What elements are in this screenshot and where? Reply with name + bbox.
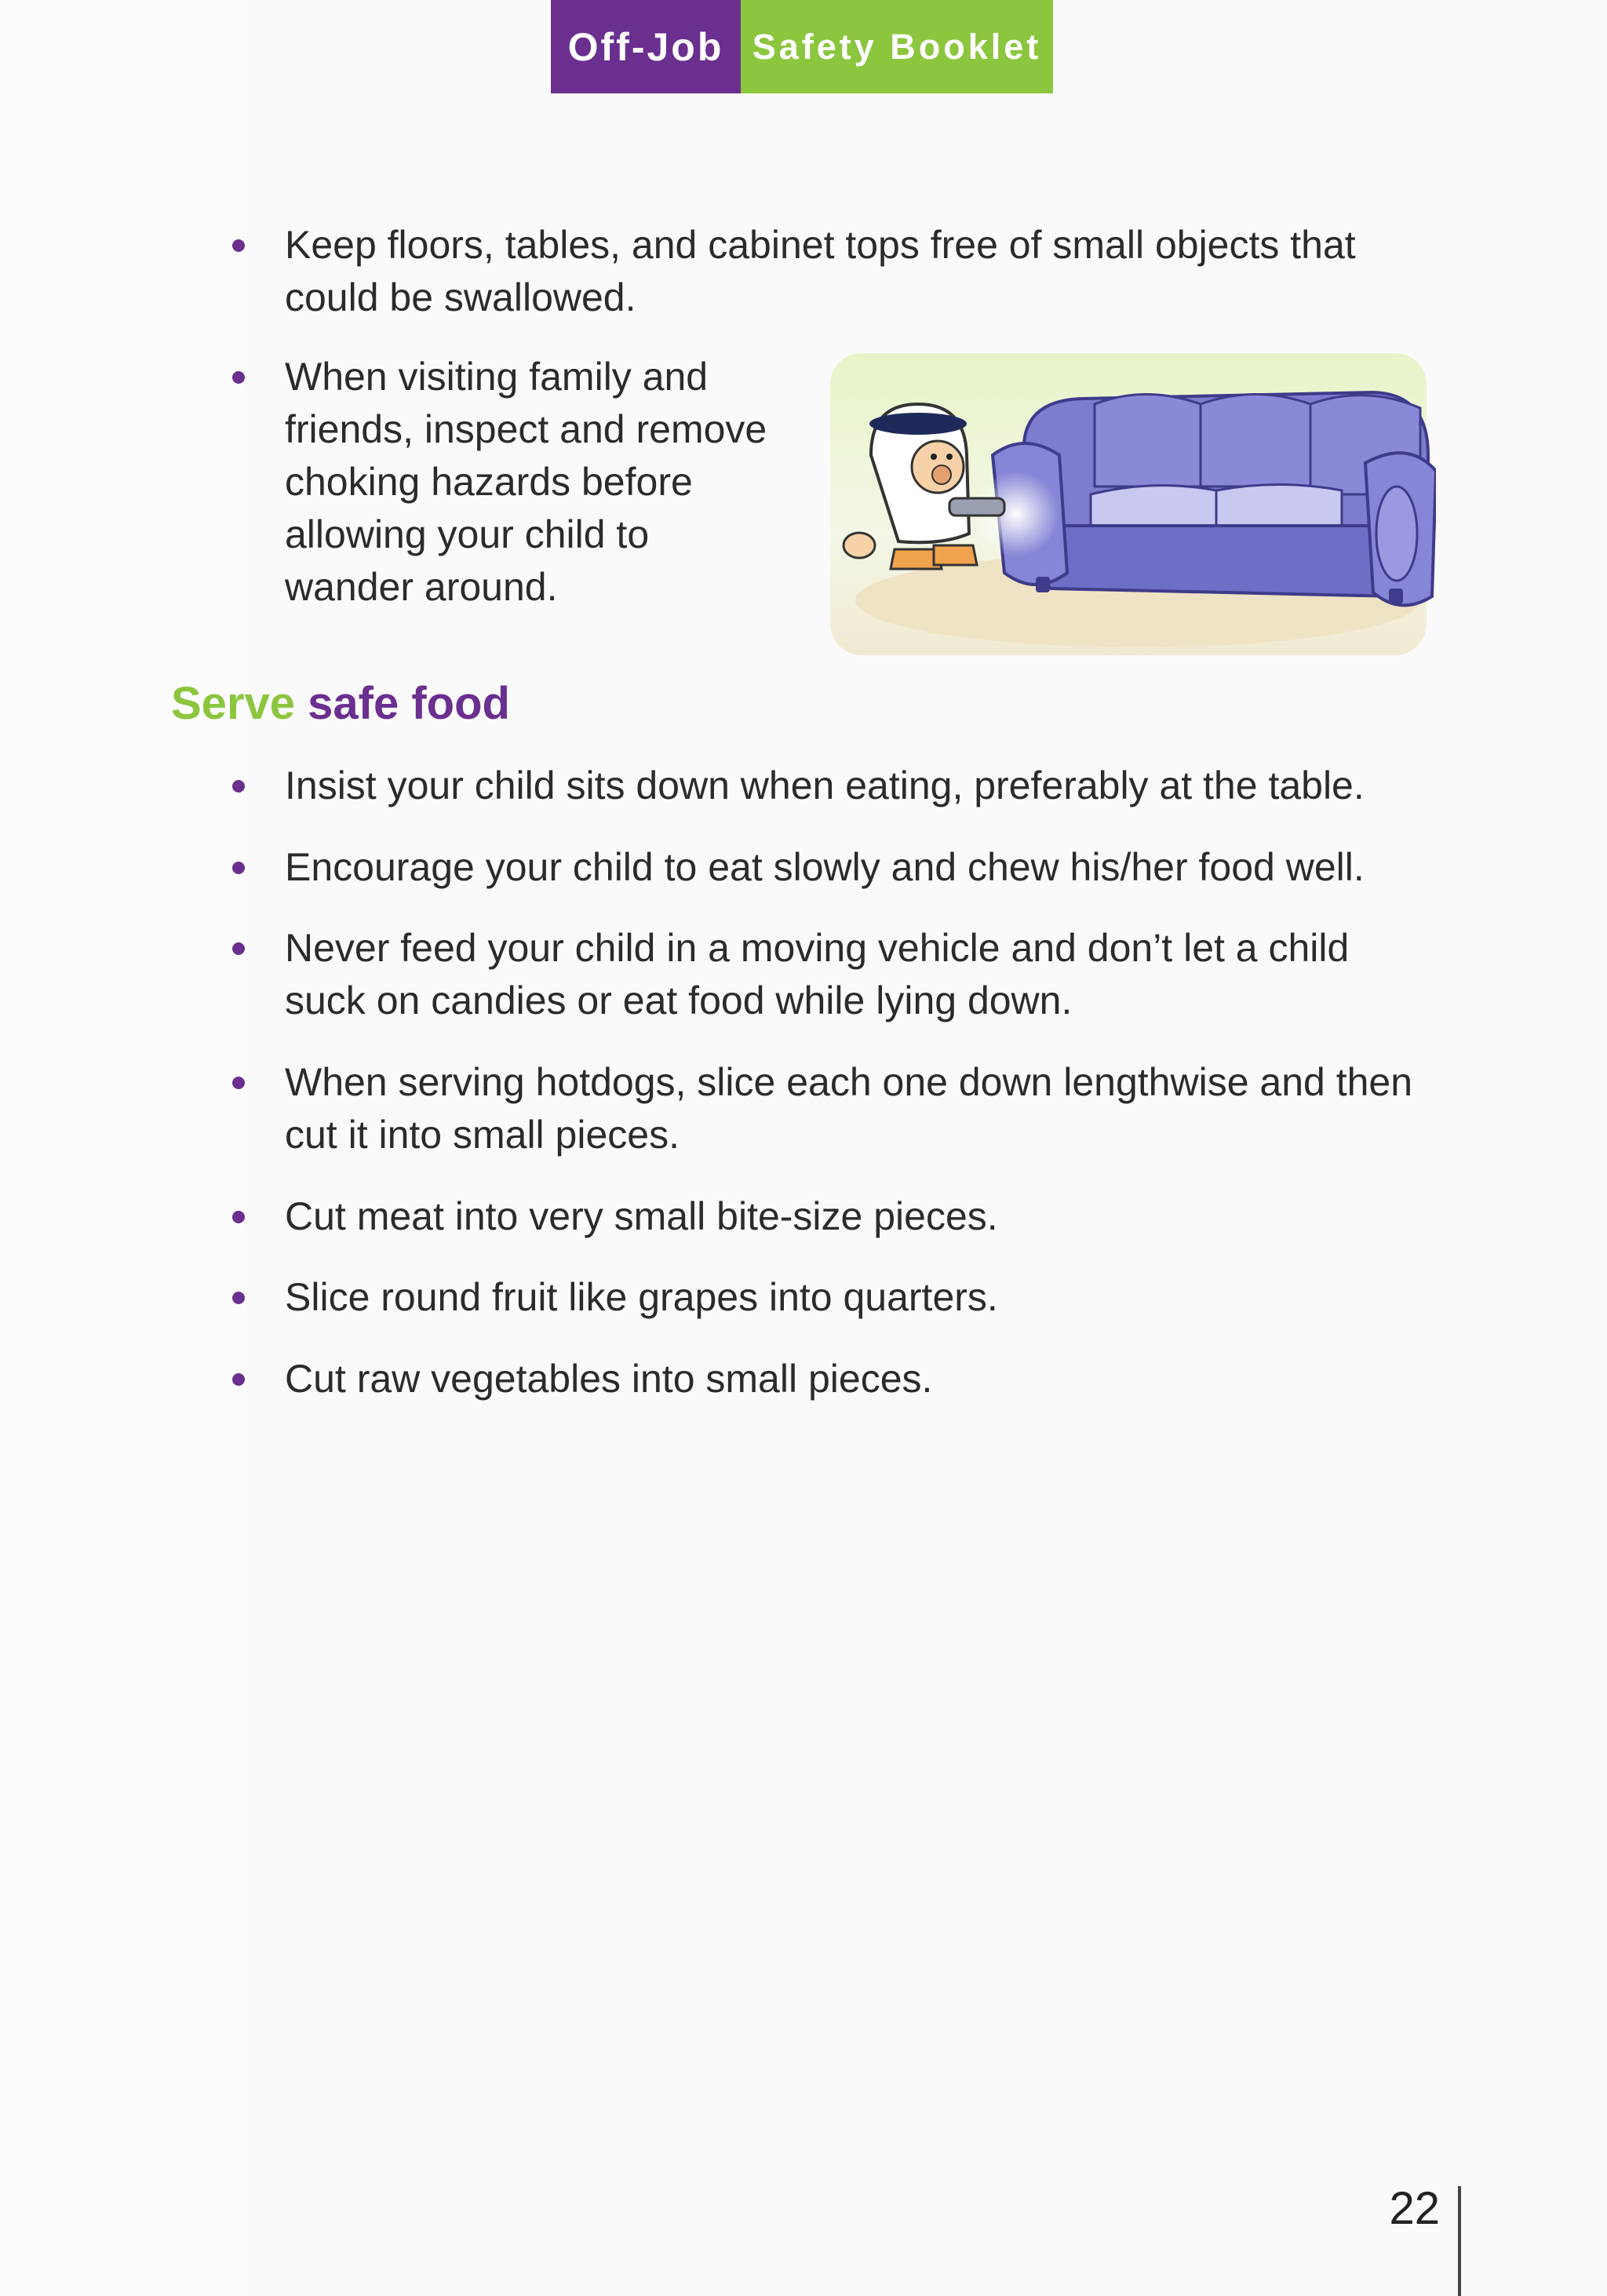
list-item-text: Slice round fruit like grapes into quarters. <box>285 1275 998 1319</box>
booklet-header <box>551 0 1053 93</box>
page-number-rule <box>1458 2186 1461 2296</box>
bullet-icon <box>232 239 245 252</box>
list-item-text: When serving hotdogs, slice each one down lengthwise and then cut it into small pieces. <box>285 1060 1413 1157</box>
heading-word-serve: Serve <box>171 678 296 729</box>
list-item-text: Encourage your child to eat slowly and chew his/her food well. <box>285 845 1365 889</box>
bullet-icon <box>232 862 245 874</box>
bullet-icon <box>232 371 245 384</box>
bullet-icon <box>232 1077 245 1089</box>
page-number: 22 <box>1389 2183 1440 2234</box>
list-item-text: Insist your child sits down when eating, preferably at the table. <box>285 764 1365 807</box>
child-with-flashlight-sofa-illustration <box>824 337 1436 667</box>
list-item-text: Never feed your child in a moving vehicle and don’t let a child suck on candies or eat food while lying down. <box>285 926 1350 1022</box>
bullet-icon <box>232 1292 245 1304</box>
section-heading <box>171 672 510 735</box>
bullet-icon <box>232 942 245 955</box>
heading-words-safe-food: safe food <box>308 678 510 729</box>
bullet-icon <box>232 1211 245 1223</box>
list-item-text: Cut meat into very small bite-size pieces. <box>285 1194 998 1238</box>
list-item-text: When visiting family and friends, inspect and remove choking hazards before allowing your child to wander around. <box>285 355 767 609</box>
bullet-icon <box>232 1373 245 1386</box>
list-item-text: Cut raw vegetables into small pieces. <box>285 1357 933 1401</box>
bullet-icon <box>232 780 245 793</box>
header-tab-off-job: Off-Job <box>551 0 741 93</box>
list-item-text: Keep floors, tables, and cabinet tops free of small objects that could be swallowed. <box>285 223 1356 319</box>
header-tab-safety-booklet: Safety Booklet <box>741 0 1053 93</box>
